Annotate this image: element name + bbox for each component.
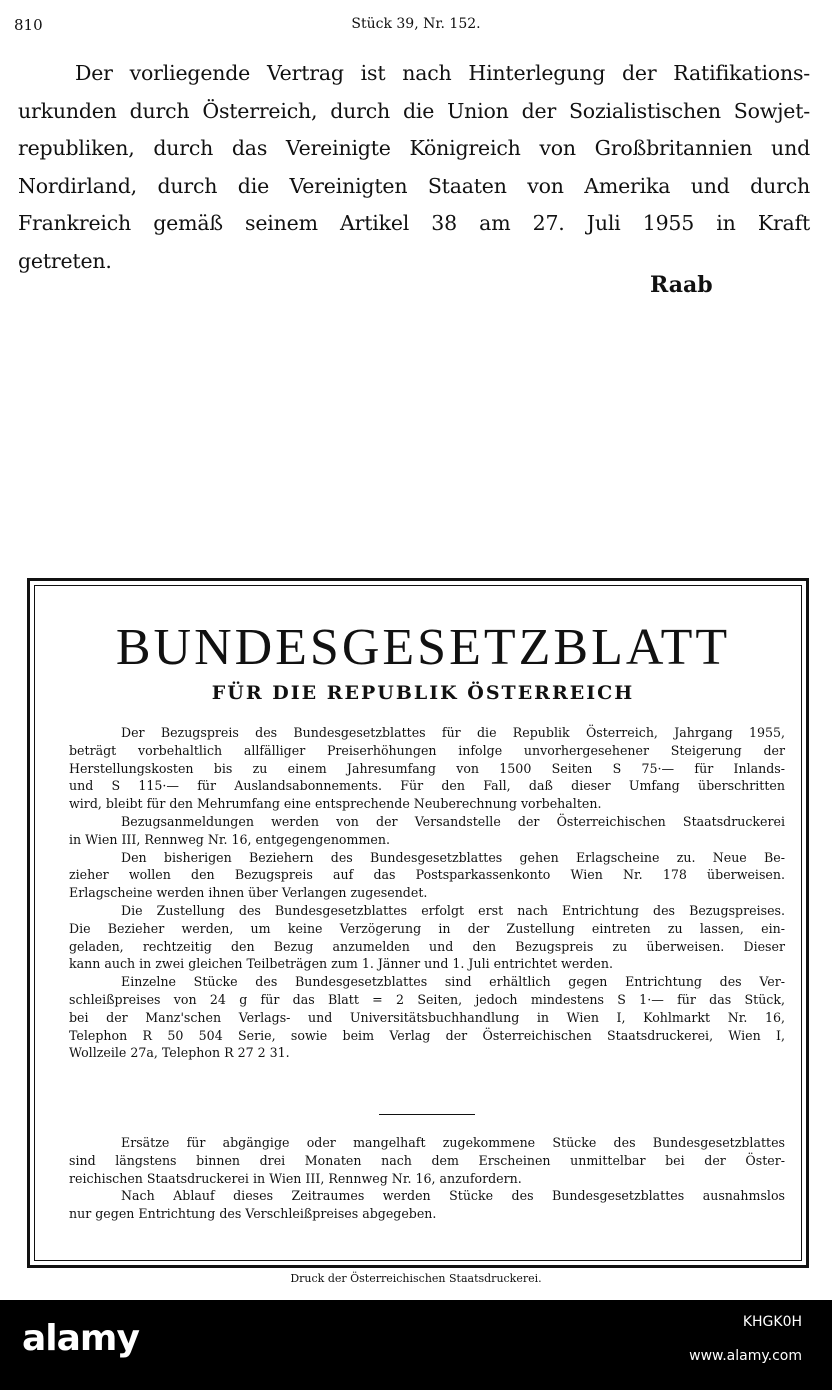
text-line: nur gegen Entrichtung des Verschleißpreises abgegeben.	[69, 1206, 437, 1222]
main-paragraph	[18, 55, 810, 280]
running-head: Stück 39, Nr. 152.	[351, 16, 481, 32]
text-line: Wollzeile 27a, Telephon R 27 2 31.	[69, 1045, 290, 1061]
text-line: geladen, rechtzeitig den Bezug anzumelden und den Bezugspreis zu überweisen. Dieser	[69, 938, 785, 954]
text-line: kann auch in zwei gleichen Teilbeträgen zum 1. Jänner und 1. Juli entrichtet werden.	[69, 956, 613, 972]
text-line: schleißpreises von 24 g für das Blatt = 2 Seiten, jedoch mindestens S 1·— für das Stück,	[69, 991, 785, 1007]
text-line: Bezugsanmeldungen werden von der Versandstelle der Österreichischen Staatsdruckerei	[121, 813, 785, 829]
alamy-logo: alamy	[22, 1318, 139, 1359]
printer-footer: Druck der Österreichischen Staatsdruckerei.	[290, 1272, 542, 1285]
text-line: Der Bezugspreis des Bundesgesetzblattes für die Republik Österreich, Jahrgang 1955,	[121, 725, 785, 740]
text-line: Einzelne Stücke des Bundesgesetzblattes sind erhältlich gegen Entrichtung des Ver-	[121, 974, 785, 990]
notice-subtitle: FÜR DIE REPUBLIK ÖSTERREICH	[211, 682, 635, 704]
page-number: 810	[14, 16, 43, 34]
text-line: in Wien III, Rennweg Nr. 16, entgegengenommen.	[69, 831, 390, 847]
text-line: Nordirland, durch die Vereinigten Staaten von Amerika und durch	[18, 173, 810, 198]
text-line: Ersätze für abgängige oder mangelhaft zugekommene Stücke des Bundesgesetzblattes	[121, 1135, 785, 1150]
text-line: getreten.	[18, 248, 112, 273]
text-line: sind längstens binnen drei Monaten nach dem Erscheinen unmittelbar bei der Öster-	[69, 1152, 785, 1168]
text-line: beträgt vorbehaltlich allfälliger Preiserhöhungen infolge unvorhergesehener Steigerung der	[69, 742, 785, 758]
notice-title: BUNDESGESETZBLATT	[115, 619, 731, 676]
text-line: Nach Ablauf dieses Zeitraumes werden Stücke des Bundesgesetzblattes ausnahmslos	[121, 1188, 785, 1204]
text-line: Der vorliegende Vertrag ist nach Hinterlegung der Ratifikations-	[75, 61, 810, 85]
signature: Raab	[650, 272, 713, 298]
text-line: Die Bezieher werden, um keine Verzögerung in der Zustellung eintreten zu lassen, ein-	[69, 920, 785, 936]
text-line: republiken, durch das Vereinigte Königreich von Großbritannien und	[18, 136, 810, 160]
site-url: www.alamy.com	[689, 1348, 802, 1364]
text-line: urkunden durch Österreich, durch die Union der Sozialistischen Sowjet-	[18, 98, 810, 123]
watermark-band	[0, 1300, 832, 1390]
notice-body	[69, 724, 785, 1062]
text-line: bei der Manz'schen Verlags- und Universitätsbuchhandlung in Wien I, Kohlmarkt Nr. 16,	[69, 1009, 785, 1025]
image-id: KHGK0H	[742, 1314, 802, 1330]
separator-rule	[379, 1114, 475, 1115]
text-line: reichischen Staatsdruckerei in Wien III, Rennweg Nr. 16, anzufordern.	[69, 1170, 522, 1186]
text-line: Telephon R 50 504 Serie, sowie beim Verlag der Österreichischen Staatsdruckerei, Wien I,	[69, 1027, 785, 1043]
text-line: wird, bleibt für den Mehrumfang eine entsprechende Neuberechnung vorbehalten.	[69, 796, 602, 812]
notice-box	[27, 578, 809, 1268]
text-line: Herstellungskosten bis zu einem Jahresumfang von 1500 Seiten S 75·— für Inlands-	[69, 760, 785, 776]
text-line: Frankreich gemäß seinem Artikel 38 am 27. Juli 1955 in Kraft	[18, 211, 810, 235]
text-line: zieher wollen den Bezugspreis auf das Postsparkassenkonto Wien Nr. 178 überweisen.	[69, 867, 785, 883]
notice-body-replacements	[69, 1134, 785, 1223]
text-line: Die Zustellung des Bundesgesetzblattes erfolgt erst nach Entrichtung des Bezugspreises.	[121, 902, 785, 918]
text-line: Erlagscheine werden ihnen über Verlangen zugesendet.	[69, 885, 428, 901]
text-line: und S 115·— für Auslandsabonnements. Für den Fall, daß dieser Umfang überschritten	[69, 778, 785, 794]
text-line: Den bisherigen Beziehern des Bundesgesetzblattes gehen Erlagscheine zu. Neue Be-	[121, 849, 785, 865]
